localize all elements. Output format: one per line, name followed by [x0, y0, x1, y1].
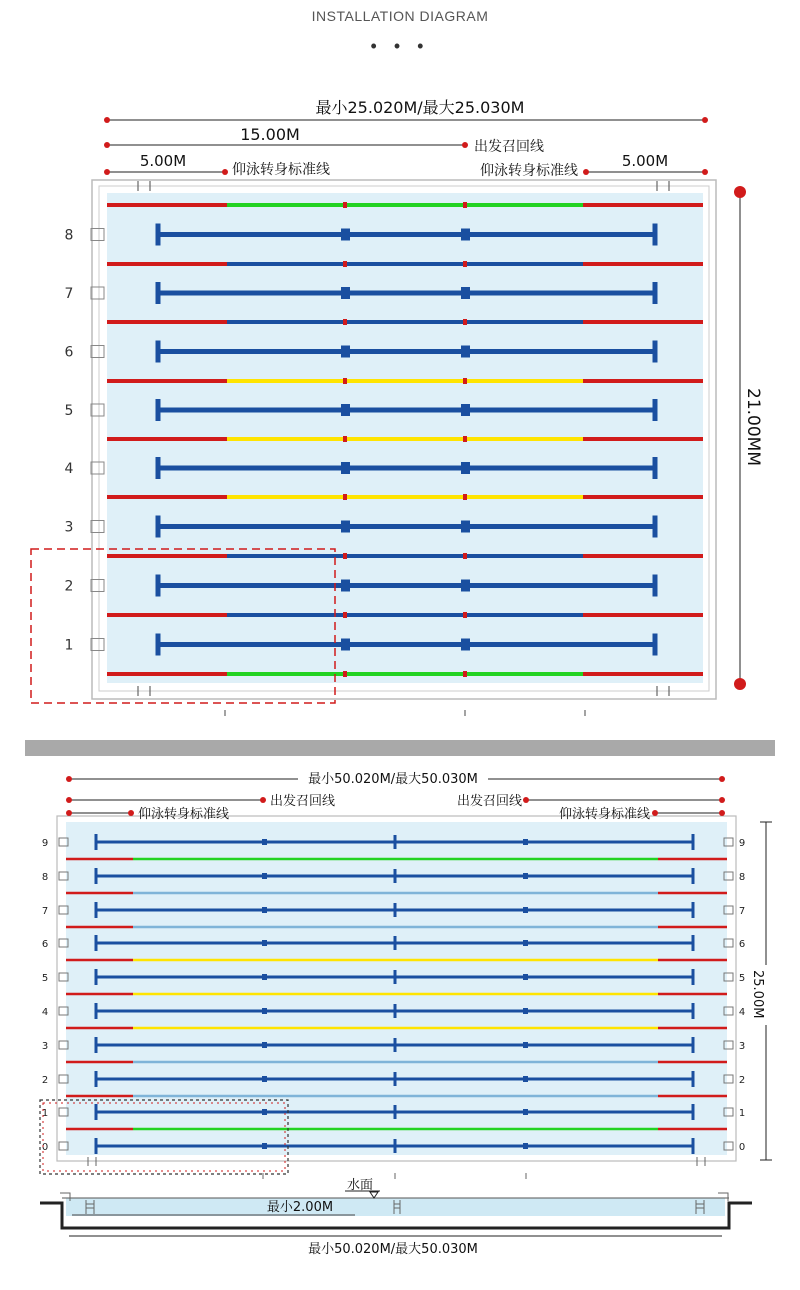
section-water — [66, 1198, 725, 1216]
dim25-backstroke-left-label: 仰泳转身标准线 — [232, 162, 330, 178]
lane-number-left-8: 8 — [41, 872, 49, 883]
rope-15m-mark — [343, 553, 347, 559]
lane-marker — [461, 229, 470, 241]
starting-block — [91, 287, 104, 299]
dim25-width-label: 21.00MM — [743, 388, 763, 467]
rope-15m-mark — [463, 553, 467, 559]
lane-marker — [262, 1109, 267, 1115]
pool-50m — [40, 770, 776, 1257]
starting-block — [91, 462, 104, 474]
lane-number-right-7: 7 — [738, 906, 746, 917]
rope-15m-mark — [463, 378, 467, 384]
lane-marker — [262, 1008, 267, 1014]
lane-marker — [523, 1008, 528, 1014]
lane-marker — [461, 404, 470, 416]
dim25-15m-right-dot — [462, 142, 468, 148]
lane-marker — [262, 974, 267, 980]
lane-number-right-0: 0 — [738, 1142, 746, 1153]
dim25-start-recall-label: 出发召回线 — [474, 139, 544, 155]
lane-number-right-5: 5 — [738, 973, 746, 984]
lane-marker — [461, 639, 470, 651]
pool50-cross-section — [40, 1177, 752, 1257]
lane-marker — [262, 839, 267, 845]
lane-marker — [523, 974, 528, 980]
dim50-start-left-dot-a — [66, 797, 72, 803]
lane-marker — [523, 1076, 528, 1082]
dim50-start-left-dot-b — [260, 797, 266, 803]
section-water-label: 水面 — [346, 1178, 374, 1193]
section-total-label: 最小50.020M/最大50.030M — [308, 1242, 478, 1257]
lane-number-left-1: 1 — [41, 1108, 49, 1119]
starting-block — [91, 404, 104, 416]
rope-15m-mark — [463, 494, 467, 500]
lane-number-3: 3 — [64, 519, 74, 536]
dim50-total-label: 最小50.020M/最大50.030M — [308, 772, 478, 787]
lane-number-5: 5 — [64, 403, 74, 419]
section-depth-label: 最小2.00M — [266, 1200, 334, 1215]
lane-marker — [341, 287, 350, 299]
dim25-5m-right-label: 5.00M — [621, 152, 669, 170]
dim50-back-right-dot-b — [719, 810, 725, 816]
lane-number-4: 4 — [64, 461, 74, 477]
lane-number-2: 2 — [64, 578, 74, 595]
rope-15m-mark — [463, 319, 467, 325]
lane-marker — [523, 839, 528, 845]
dim25-5m-right-dot-b — [702, 169, 708, 175]
dim50-total-right-dot — [719, 776, 725, 782]
dim50-start-right-dot-a — [523, 797, 529, 803]
lane-marker — [523, 907, 528, 913]
pool25-lane-numbers — [65, 228, 104, 654]
lane-marker — [461, 521, 470, 533]
dim50-width-label: 25.00M — [750, 970, 765, 1019]
rope-15m-mark — [463, 612, 467, 618]
lane-marker — [262, 1042, 267, 1048]
starting-block — [91, 639, 104, 651]
rope-15m-mark — [343, 202, 347, 208]
dim50-back-left-dot-a — [66, 810, 72, 816]
lane-number-right-3: 3 — [738, 1041, 746, 1052]
rope-15m-mark — [343, 319, 347, 325]
dim50-total-left-dot — [66, 776, 72, 782]
lane-marker — [341, 580, 350, 592]
lane-number-8: 8 — [64, 227, 74, 244]
dim25-15m-label: 15.00M — [240, 125, 300, 144]
lane-marker — [523, 1109, 528, 1115]
dim25-total-label: 最小25.020M/最大25.030M — [315, 98, 525, 117]
dim50-backstroke-right-label: 仰泳转身标准线 — [558, 807, 650, 822]
section-separator — [25, 740, 775, 756]
rope-15m-mark — [343, 436, 347, 442]
dim25-width-bottom-dot — [734, 678, 746, 690]
rope-15m-mark — [343, 612, 347, 618]
lane-marker — [262, 1143, 267, 1149]
lane-marker — [341, 346, 350, 358]
lane-number-right-6: 6 — [738, 939, 746, 950]
lane-number-right-8: 8 — [738, 872, 746, 883]
dim50-back-left-dot-b — [128, 810, 134, 816]
header-dots: • • • — [370, 36, 430, 56]
dim50-backstroke-left-label: 仰泳转身标准线 — [138, 807, 230, 822]
lane-number-left-6: 6 — [41, 939, 49, 950]
lane-number-left-0: 0 — [41, 1142, 49, 1153]
starting-block — [91, 346, 104, 358]
rope-15m-mark — [343, 261, 347, 267]
lane-number-7: 7 — [64, 286, 74, 302]
rope-15m-mark — [463, 436, 467, 442]
dim50-start-recall-right-label: 出发召回线 — [456, 794, 522, 809]
lane-number-6: 6 — [64, 344, 74, 361]
lane-number-1: 1 — [64, 637, 74, 654]
lane-marker — [262, 907, 267, 913]
starting-block — [91, 229, 104, 241]
starting-block — [91, 580, 104, 592]
lane-number-left-5: 5 — [41, 973, 49, 984]
dim25-5m-left-dot-a — [104, 169, 110, 175]
rope-15m-mark — [343, 494, 347, 500]
dim25-5m-right-dot-a — [583, 169, 589, 175]
dim25-total-left-dot — [104, 117, 110, 123]
lane-marker — [262, 1076, 267, 1082]
lane-marker — [341, 521, 350, 533]
dim25-5m-left-dot-b — [222, 169, 228, 175]
rope-15m-mark — [463, 671, 467, 677]
starting-block — [91, 521, 104, 533]
lane-number-right-2: 2 — [738, 1075, 746, 1086]
lane-number-right-4: 4 — [738, 1007, 746, 1018]
lane-marker — [262, 873, 267, 879]
lane-marker — [341, 404, 350, 416]
lane-marker — [523, 1143, 528, 1149]
rope-15m-mark — [343, 671, 347, 677]
rope-15m-mark — [343, 378, 347, 384]
dim25-backstroke-right-label: 仰泳转身标准线 — [480, 163, 578, 179]
pool50-end-markers — [88, 1157, 705, 1179]
lane-marker — [341, 639, 350, 651]
dim25-15m-left-dot — [104, 142, 110, 148]
lane-marker — [461, 287, 470, 299]
dim25-total-right-dot — [702, 117, 708, 123]
lane-number-right-9: 9 — [738, 838, 746, 849]
lane-marker — [523, 873, 528, 879]
rope-15m-mark — [463, 202, 467, 208]
pool-25m — [31, 98, 763, 716]
page-header: INSTALLATION DIAGRAM — [311, 8, 489, 24]
lane-marker — [523, 940, 528, 946]
lane-number-right-1: 1 — [738, 1108, 746, 1119]
rope-15m-mark — [463, 261, 467, 267]
lane-marker — [461, 462, 470, 474]
lane-number-left-4: 4 — [41, 1007, 49, 1018]
lane-marker — [523, 1042, 528, 1048]
dim25-width-top-dot — [734, 186, 746, 198]
lane-marker — [341, 229, 350, 241]
lane-number-left-9: 9 — [41, 838, 49, 849]
lane-marker — [461, 346, 470, 358]
lane-number-left-3: 3 — [41, 1041, 49, 1052]
lane-marker — [262, 940, 267, 946]
dim50-start-right-dot-b — [719, 797, 725, 803]
dim50-back-right-dot-a — [652, 810, 658, 816]
dim25-5m-left-label: 5.00M — [139, 152, 187, 170]
lane-marker — [461, 580, 470, 592]
lane-marker — [341, 462, 350, 474]
lane-number-left-2: 2 — [41, 1075, 49, 1086]
dim50-start-recall-left-label: 出发召回线 — [270, 794, 336, 809]
lane-number-left-7: 7 — [41, 906, 49, 917]
